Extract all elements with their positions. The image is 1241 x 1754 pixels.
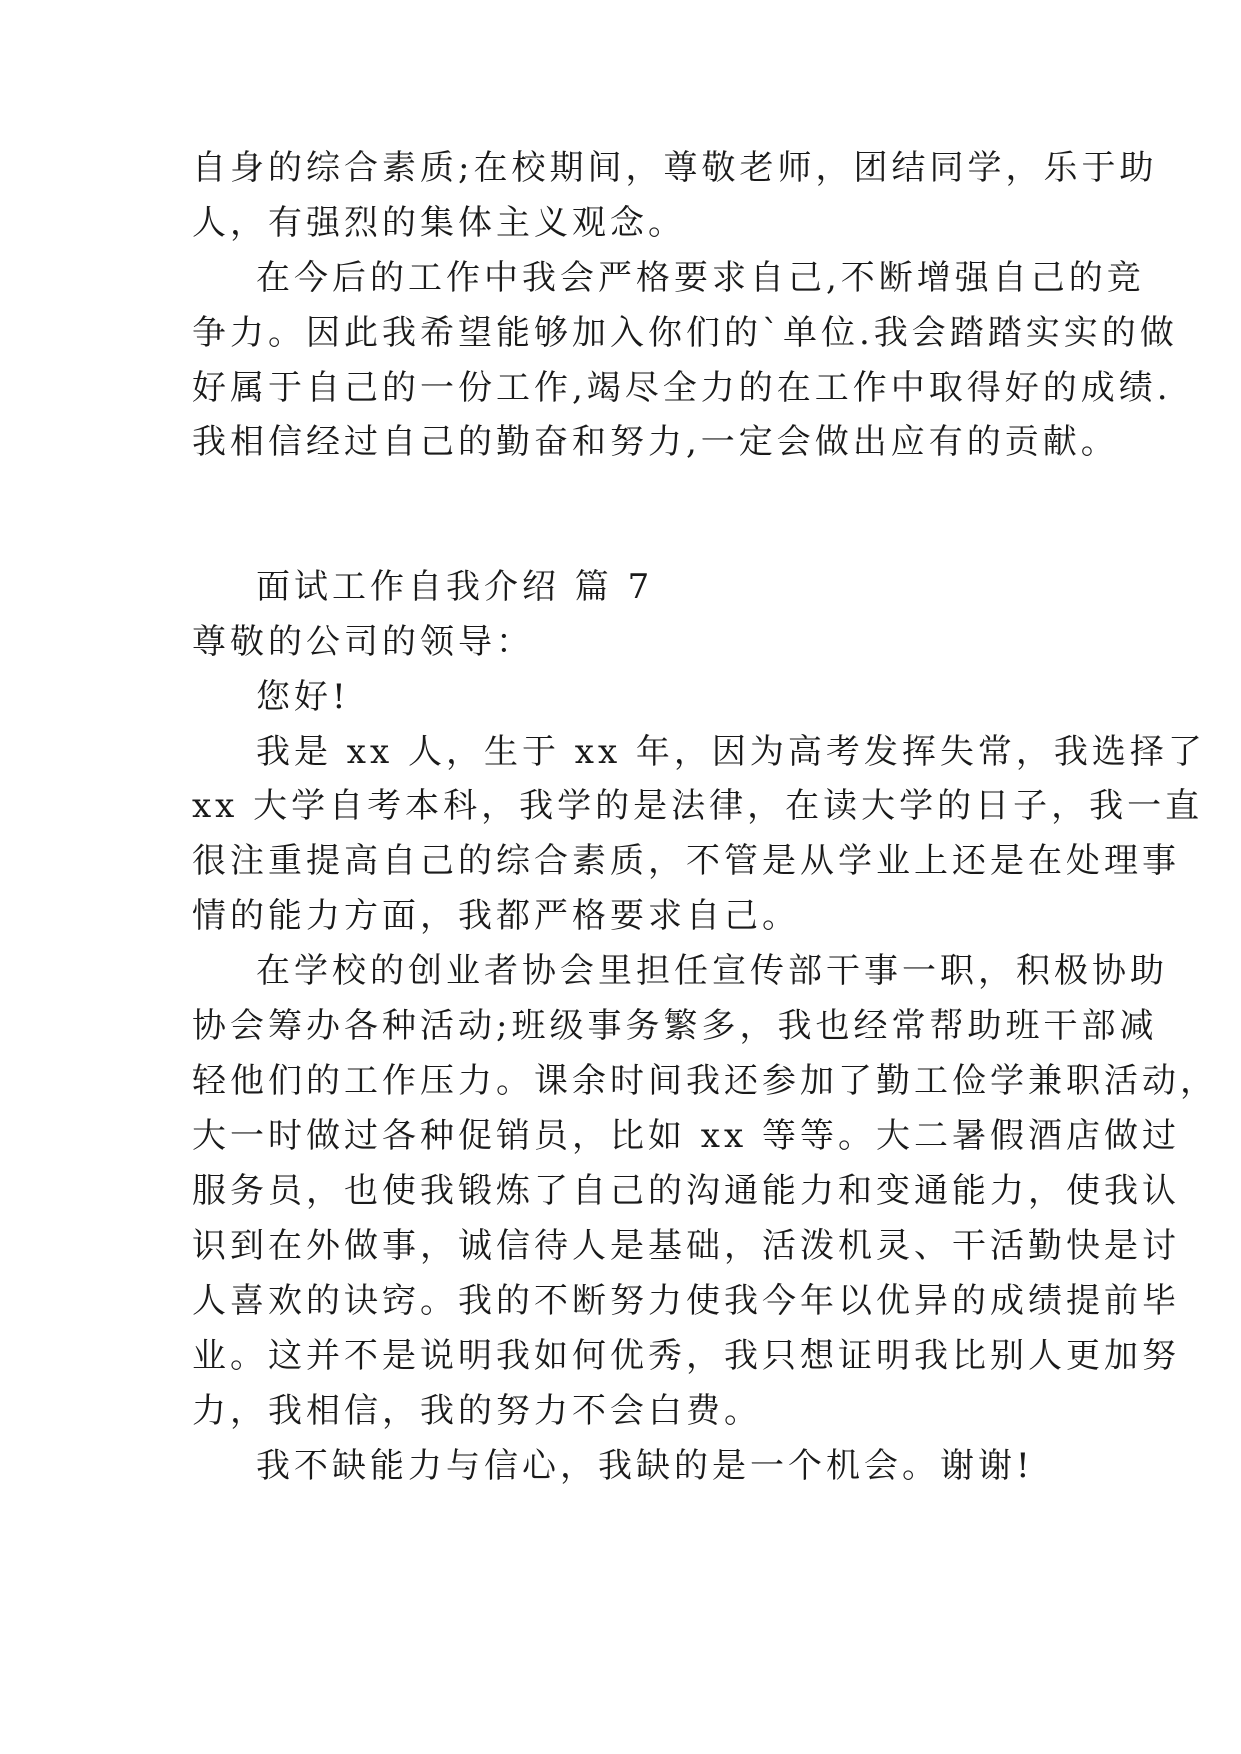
paragraph-line: xx 大学自考本科，我学的是法律，在读大学的日子，我一直 — [192, 786, 1204, 826]
paragraph-line: 轻他们的工作压力。课余时间我还参加了勤工俭学兼职活动， — [192, 1061, 1218, 1101]
paragraph-line: 人喜欢的诀窍。我的不断努力使我今年以优异的成绩提前毕 — [192, 1281, 1180, 1321]
paragraph-line: 好属于自己的一份工作,竭尽全力的在工作中取得好的成绩. — [192, 368, 1172, 408]
paragraph-line: 我是 xx 人，生于 xx 年，因为高考发挥失常，我选择了 — [256, 732, 1206, 772]
paragraph-line: 情的能力方面，我都严格要求自己。 — [192, 896, 800, 936]
paragraph-line: 在学校的创业者协会里担任宣传部干事一职，积极协助 — [256, 951, 1168, 991]
salutation: 尊敬的公司的领导： — [192, 622, 534, 662]
paragraph-line: 识到在外做事，诚信待人是基础，活泼机灵、干活勤快是讨 — [192, 1226, 1180, 1266]
paragraph-line: 在今后的工作中我会严格要求自己,不断增强自己的竞 — [256, 258, 1145, 298]
paragraph-line: 协会筹办各种活动;班级事务繁多，我也经常帮助班干部减 — [192, 1006, 1158, 1046]
paragraph-line: 人，有强烈的集体主义观念。 — [192, 203, 686, 243]
paragraph-line: 很注重提高自己的综合素质，不管是从学业上还是在处理事 — [192, 841, 1180, 881]
paragraph-line: 我相信经过自己的勤奋和努力,一定会做出应有的贡献。 — [192, 422, 1119, 462]
paragraph-line: 自身的综合素质;在校期间，尊敬老师，团结同学，乐于助 — [192, 148, 1158, 188]
greeting: 您好! — [256, 677, 350, 717]
paragraph-line: 我不缺能力与信心，我缺的是一个机会。谢谢! — [256, 1446, 1034, 1486]
paragraph-line: 力，我相信，我的努力不会白费。 — [192, 1391, 762, 1431]
paragraph-line: 服务员，也使我锻炼了自己的沟通能力和变通能力，使我认 — [192, 1171, 1180, 1211]
section-heading: 面试工作自我介绍 篇 7 — [256, 567, 654, 607]
paragraph-line: 大一时做过各种促销员，比如 xx 等等。大二暑假酒店做过 — [192, 1116, 1180, 1156]
paragraph-line: 业。这并不是说明我如何优秀，我只想证明我比别人更加努 — [192, 1336, 1180, 1376]
paragraph-line: 争力。因此我希望能够加入你们的`单位.我会踏踏实实的做 — [192, 313, 1178, 353]
